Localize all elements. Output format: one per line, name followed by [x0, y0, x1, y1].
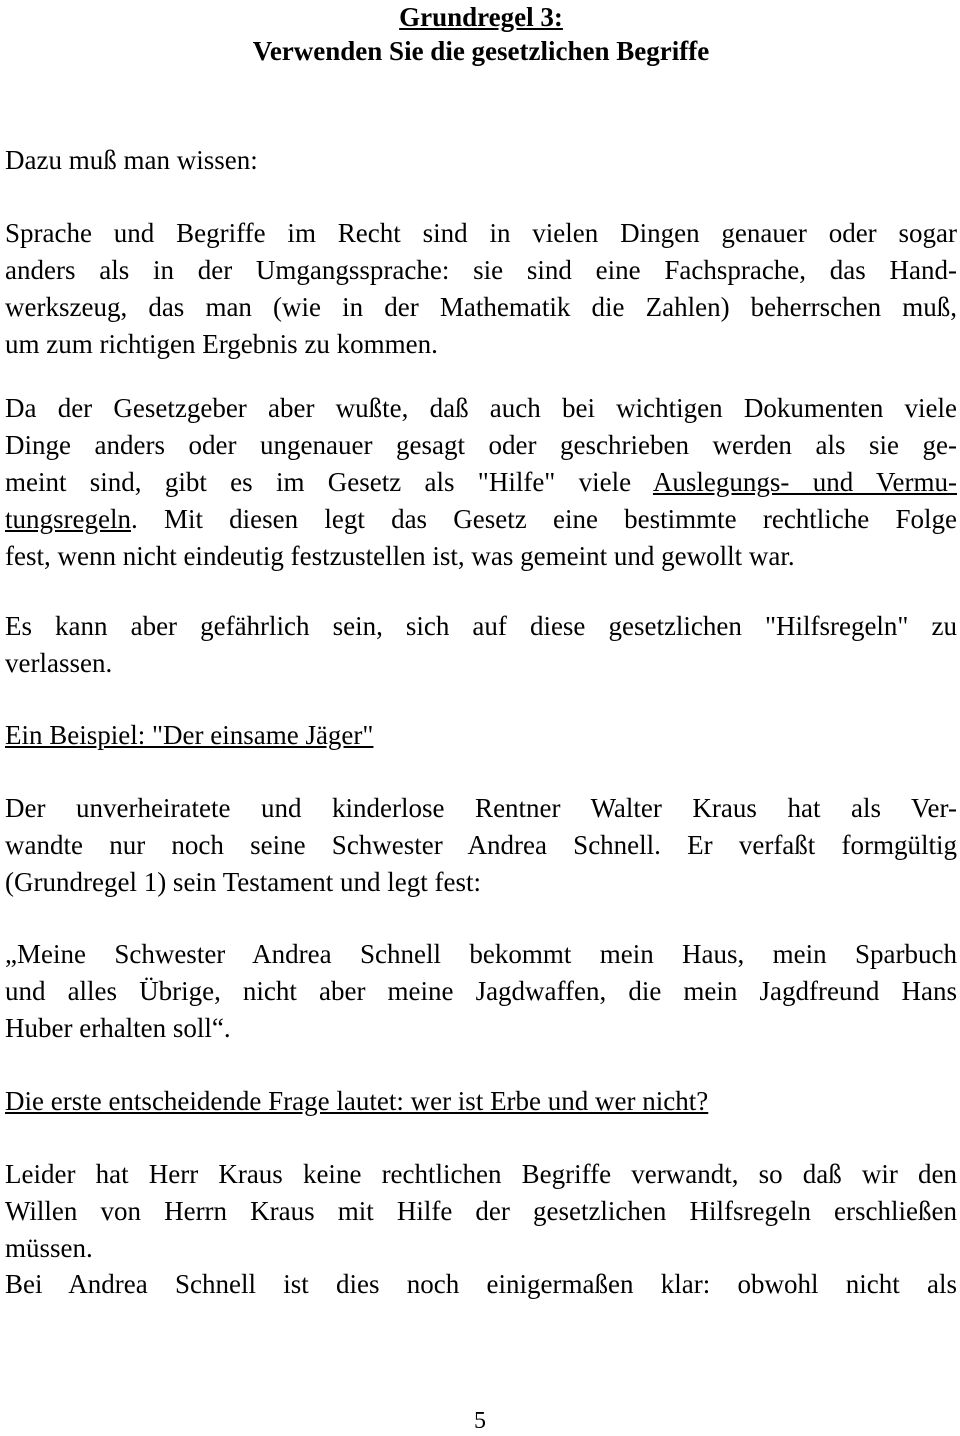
legal-term-underlined: Auslegungs- und Vermu- [652, 467, 957, 497]
paragraph-4: Der unverheiratete und kinderlose Rentner Walter Kraus hat als Ver- wandte nur noch seine Schwester Andrea Schnell. Er verfaßt formgültig (Grundregel 1) sein Testament und legt fest: [5, 793, 957, 897]
paragraph-3: Es kann aber gefährlich sein, sich auf diese gesetzlichen "Hilfsregeln" zu verlassen. [5, 611, 957, 678]
example-heading: Ein Beispiel: "Der einsame Jäger" [5, 720, 374, 750]
intro-paragraph: Dazu muß man wissen: [5, 145, 258, 175]
paragraph-5: Leider hat Herr Kraus keine rechtlichen Begriffe verwandt, so daß wir den Willen von Herrn Kraus mit Hilfe der gesetzlichen Hilfsregeln erschließen müssen. [5, 1159, 957, 1263]
key-question: Die erste entscheidende Frage lautet: wer ist Erbe und wer nicht? [5, 1086, 709, 1116]
testament-quote: „Meine Schwester Andrea Schnell bekommt mein Haus, mein Sparbuch und alles Übrige, nicht aber meine Jagdwaffen, die mein Jagdfreund Hans Huber erhalten soll“. [5, 939, 957, 1043]
title-line-1: Grundregel 3: [399, 2, 563, 32]
paragraph-6: Bei Andrea Schnell ist dies noch einigermaßen klar: obwohl nicht als [5, 1269, 957, 1299]
paragraph-2: Da der Gesetzgeber aber wußte, daß auch bei wichtigen Dokumenten viele Dinge anders oder ungenauer gesagt oder geschrieben werden als sie ge- meint sind, gibt es im Gesetz als "Hilfe" viele Auslegungs- und Vermu- tungsregeln. Mit diesen legt das Gesetz eine bestimmte rechtliche Folge fest, wenn nicht eindeutig festzustellen ist, was gemeint und gewollt war. [5, 393, 957, 571]
paragraph-1: Sprache und Begriffe im Recht sind in vielen Dingen genauer oder sogar anders als in der Umgangssprache: sie sind eine Fachsprache, das Hand- werkszeug, das man (wie in der Mathematik die Zahlen) beherrschen muß, um zum richtigen Ergebnis zu kommen. [5, 218, 957, 359]
page-number: 5 [474, 1408, 486, 1434]
title-line-2: Verwenden Sie die gesetzlichen Begriffe [252, 36, 710, 66]
legal-term-underlined-cont: tungsregeln [5, 504, 131, 534]
